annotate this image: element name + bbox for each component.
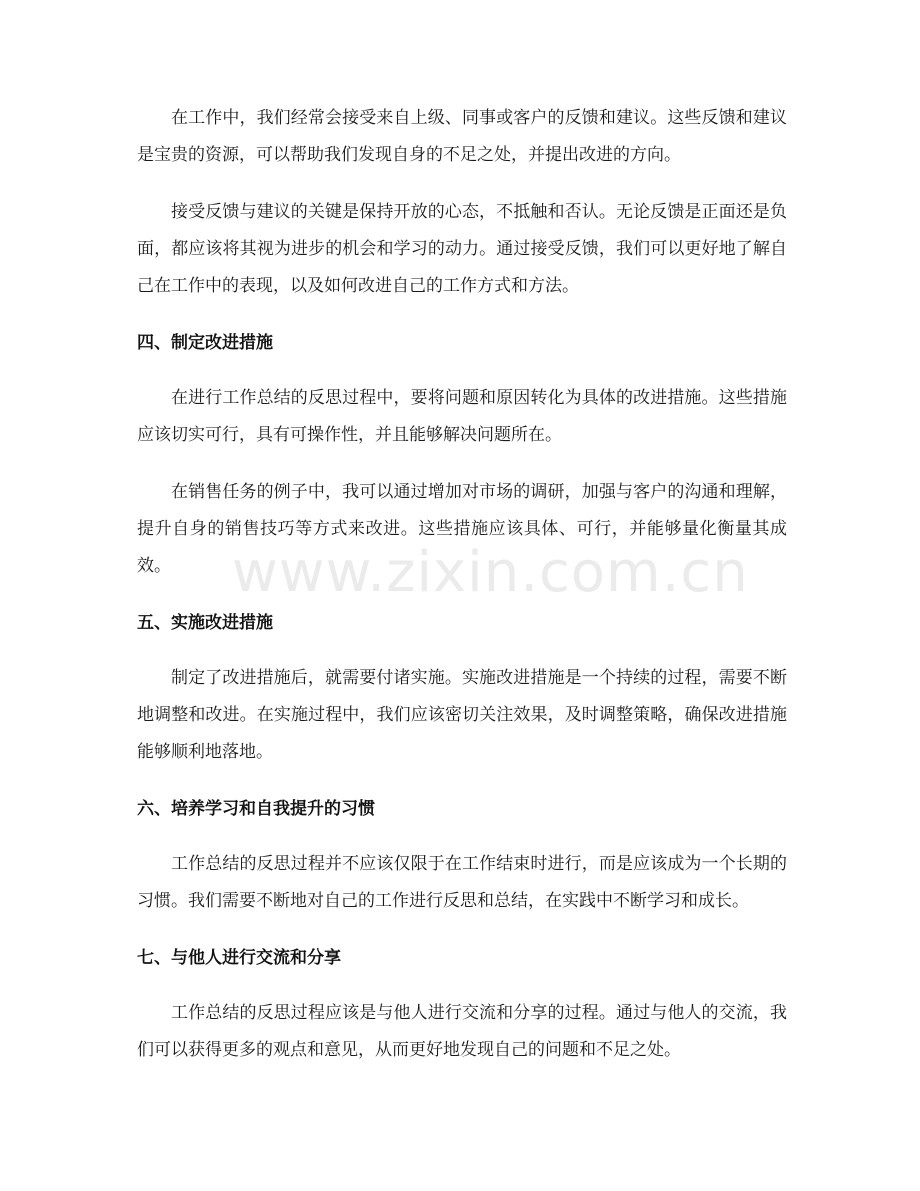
document-body (137, 100, 787, 1089)
paragraph-learning-habit: 工作总结的反思过程并不应该仅限于在工作结束时进行，而是应该成为一个长期的习惯。我们需要不断地对自己的工作进行反思和总结，在实践中不断学习和成长。 (137, 854, 787, 911)
paragraph-communication: 工作总结的反思过程应该是与他人进行交流和分享的过程。通过与他人的交流，我们可以获得更多的观点和意见，从而更好地发现自己的问题和不足之处。 (137, 1003, 787, 1060)
paragraph-feedback-attitude: 接受反馈与建议的关键是保持开放的心态，不抵触和否认。无论反馈是正面还是负面，都应该将其视为进步的机会和学习的动力。通过接受反馈，我们可以更好地了解自己在工作中的表现，以及如何改进自己的工作方式和方法。 (137, 202, 787, 296)
paragraph-implementation: 制定了改进措施后，就需要付诸实施。实施改进措施是一个持续的过程，需要不断地调整和改进。在实施过程中，我们应该密切关注效果，及时调整策略，确保改进措施能够顺利地落地。 (137, 668, 787, 762)
section-heading-5: 五、实施改进措施 (137, 613, 273, 633)
section-heading-6: 六、培养学习和自我提升的习惯 (137, 799, 375, 819)
section-heading-4: 四、制定改进措施 (137, 333, 273, 353)
paragraph-improvement-measures: 在进行工作总结的反思过程中，要将问题和原因转化为具体的改进措施。这些措施应该切实可行，具有可操作性，并且能够解决问题所在。 (137, 388, 787, 445)
section-heading-7: 七、与他人进行交流和分享 (137, 948, 341, 968)
paragraph-feedback-intro: 在工作中，我们经常会接受来自上级、同事或客户的反馈和建议。这些反馈和建议是宝贵的资源，可以帮助我们发现自身的不足之处，并提出改进的方向。 (137, 108, 787, 165)
paragraph-sales-example: 在销售任务的例子中，我可以通过增加对市场的调研，加强与客户的沟通和理解，提升自身的销售技巧等方式来改进。这些措施应该具体、可行，并能够量化衡量其成效。 (137, 482, 787, 576)
watermark: www.zixin.com.cn (232, 540, 749, 605)
